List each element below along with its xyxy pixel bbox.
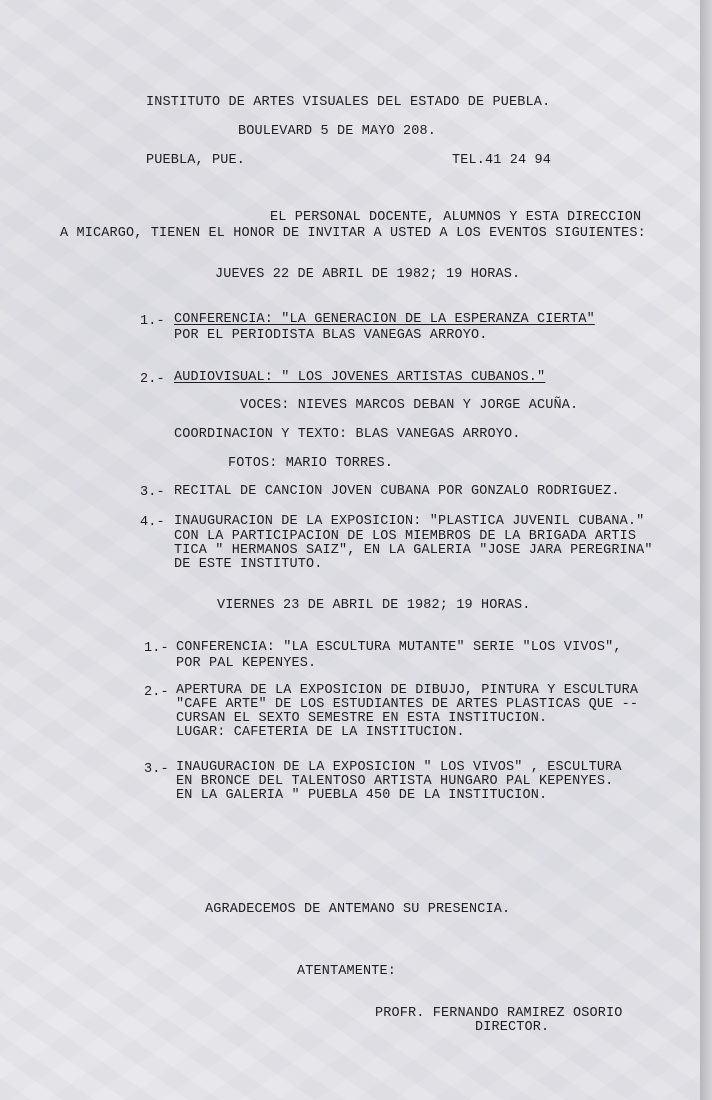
signer-name: PROFR. FERNANDO RAMIREZ OSORIO: [375, 1006, 623, 1021]
day2-item2-line1: APERTURA DE LA EXPOSICION DE DIBUJO, PINTURA Y ESCULTURA: [176, 683, 639, 698]
day1-item1-line1: CONFERENCIA: "LA GENERACION DE LA ESPERANZA CIERTA": [174, 312, 595, 327]
day2-heading: VIERNES 23 DE ABRIL DE 1982; 19 HORAS.: [217, 598, 531, 613]
day1-item2-number: 2.-: [140, 372, 165, 387]
invitation-line-2: A MICARGO, TIENEN EL HONOR DE INVITAR A USTED A LOS EVENTOS SIGUIENTES:: [60, 226, 646, 241]
day1-heading: JUEVES 22 DE ABRIL DE 1982; 19 HORAS.: [215, 267, 521, 282]
day1-item4-line2: CON LA PARTICIPACION DE LOS MIEMBROS DE LA BRIGADA ARTIS: [174, 529, 637, 544]
page-edge-shadow: [700, 0, 712, 1100]
day2-item3-line2: EN BRONCE DEL TALENTOSO ARTISTA HUNGARO PAL KEPENYES.: [176, 774, 614, 789]
institution-name: INSTITUTO DE ARTES VISUALES DEL ESTADO DE PUEBLA.: [146, 95, 551, 110]
institution-address: BOULEVARD 5 DE MAYO 208.: [238, 124, 437, 139]
signer-title: DIRECTOR.: [475, 1020, 550, 1035]
day2-item2-line2: "CAFE ARTE" DE LOS ESTUDIANTES DE ARTES PLASTICAS QUE --: [176, 697, 639, 712]
day2-item2-line4: LUGAR: CAFETERIA DE LA INSTITUCION.: [176, 725, 465, 740]
invitation-line-1: EL PERSONAL DOCENTE, ALUMNOS Y ESTA DIRECCION: [270, 210, 642, 225]
day1-item4-line4: DE ESTE INSTITUTO.: [174, 557, 323, 572]
institution-city: PUEBLA, PUE.: [146, 153, 246, 168]
closing-thanks: AGRADECEMOS DE ANTEMANO SU PRESENCIA.: [205, 902, 511, 917]
credits-fotos: FOTOS: MARIO TORRES.: [228, 456, 394, 471]
day1-item1-number: 1.-: [140, 314, 165, 329]
day1-item1-line2: POR EL PERIODISTA BLAS VANEGAS ARROYO.: [174, 328, 488, 343]
day1-item2-line1: AUDIOVISUAL: " LOS JOVENES ARTISTAS CUBANOS.": [174, 370, 546, 385]
day1-item3-number: 3.-: [140, 485, 165, 500]
day1-item4-line3: TICA " HERMANOS SAIZ", EN LA GALERIA "JOSE JARA PEREGRINA": [174, 543, 653, 558]
credits-voces: VOCES: NIEVES MARCOS DEBAN Y JORGE ACUÑA.: [240, 398, 579, 413]
day2-item1-line1: CONFERENCIA: "LA ESCULTURA MUTANTE" SERIE "LOS VIVOS",: [176, 640, 622, 655]
day1-item4-number: 4.-: [140, 515, 165, 530]
day2-item3-number: 3.-: [144, 762, 169, 777]
credits-coordinacion: COORDINACION Y TEXTO: BLAS VANEGAS ARROYO.: [174, 427, 521, 442]
day2-item2-line3: CURSAN EL SEXTO SEMESTRE EN ESTA INSTITUCION.: [176, 711, 548, 726]
institution-phone: TEL.41 24 94: [452, 153, 552, 168]
day1-item3-line1: RECITAL DE CANCION JOVEN CUBANA POR GONZALO RODRIGUEZ.: [174, 484, 620, 499]
day2-item1-number: 1.-: [144, 641, 169, 656]
day2-item1-line2: POR PAL KEPENYES.: [176, 656, 317, 671]
day2-item2-number: 2.-: [144, 685, 169, 700]
closing-salutation: ATENTAMENTE:: [297, 964, 397, 979]
day2-item3-line3: EN LA GALERIA " PUEBLA 450 DE LA INSTITUCION.: [176, 788, 548, 803]
day1-item4-line1: INAUGURACION DE LA EXPOSICION: "PLASTICA JUVENIL CUBANA.": [174, 514, 645, 529]
day2-item3-line1: INAUGURACION DE LA EXPOSICION " LOS VIVOS" , ESCULTURA: [176, 760, 622, 775]
